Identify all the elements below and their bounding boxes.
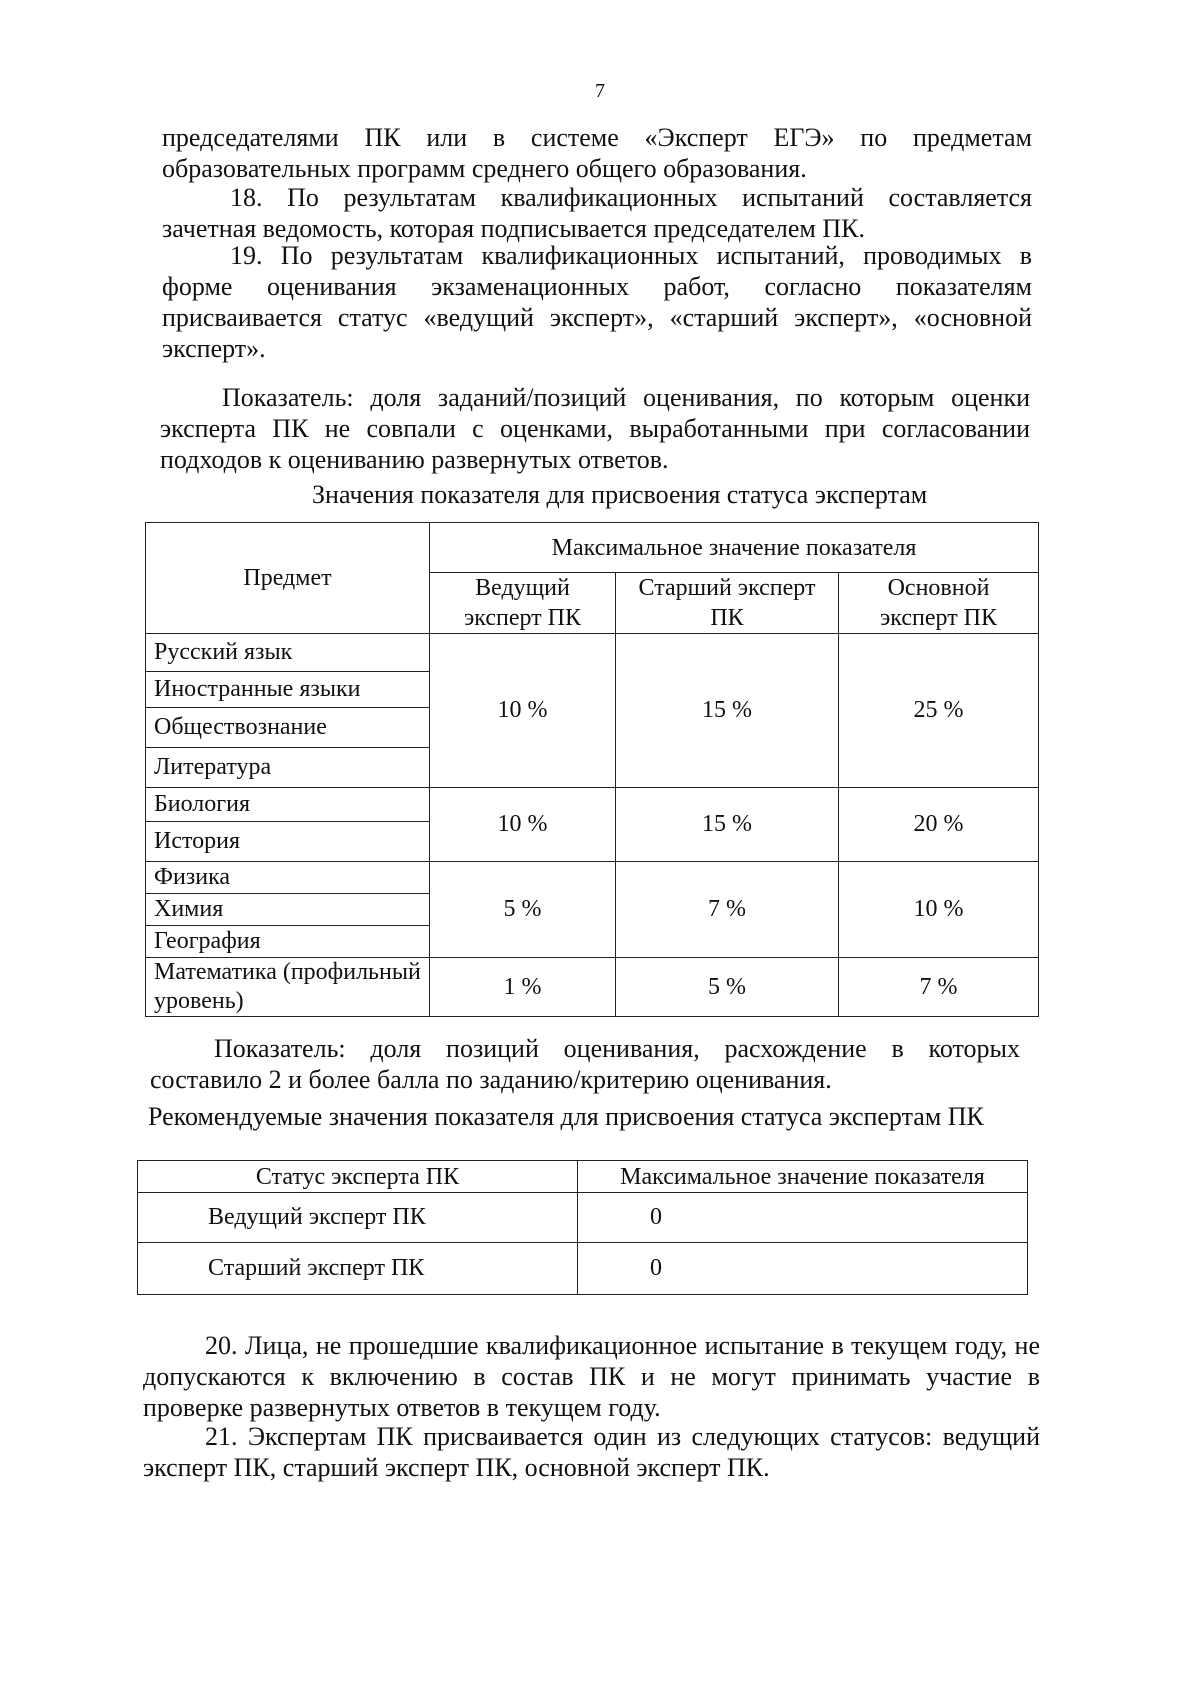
senior-value-cell: 7 % (616, 862, 839, 958)
table-header-row (146, 523, 1039, 573)
subject-cell: Математика (профильный уровень) (146, 958, 430, 1017)
status-cell: Старший эксперт ПК (138, 1243, 578, 1295)
status-thresholds-table (145, 522, 1039, 1017)
indicator-2-text: Показатель: доля позиций оценивания, расхождение в которых составило 2 и более балла по заданию/критерию оценивания. (150, 1034, 1020, 1094)
subject-cell: Литература (146, 748, 430, 788)
main-value-cell: 20 % (839, 788, 1039, 862)
page-number: 7 (595, 80, 605, 102)
table-row (146, 634, 1039, 672)
status-header: Статус эксперта ПК (138, 1161, 578, 1193)
table-row (138, 1243, 1028, 1295)
table-header-row (138, 1161, 1028, 1193)
senior-value-cell: 15 % (616, 788, 839, 862)
subject-cell: Русский язык (146, 634, 430, 672)
subject-cell: История (146, 822, 430, 862)
lead-value-cell: 10 % (430, 634, 616, 788)
table-2-caption: Рекомендуемые значения показателя для присвоения статуса экспертам ПК (148, 1102, 984, 1131)
lead-value-cell: 5 % (430, 862, 616, 958)
lead-expert-header: Ведущий эксперт ПК (430, 573, 616, 634)
main-expert-header: Основной эксперт ПК (839, 573, 1039, 634)
deviation-table (137, 1160, 1028, 1295)
senior-value-cell: 15 % (616, 634, 839, 788)
paragraph-item-20: 20. Лица, не прошедшие квалификационное испытание в текущем году, не допускаются к включению в состав ПК и не могут принимать участие в проверке развернутых ответов в текущем году. (143, 1331, 1040, 1422)
table-row (146, 958, 1039, 1017)
lead-value-cell: 10 % (430, 788, 616, 862)
main-value-cell: 25 % (839, 634, 1039, 788)
paragraph-item-21: 21. Экспертам ПК присваивается один из следующих статусов: ведущий эксперт ПК, старший эксперт ПК, основной эксперт ПК. (143, 1422, 1040, 1482)
subject-cell: Обществознание (146, 708, 430, 748)
table-row (146, 862, 1039, 894)
indicator-1-text: Показатель: доля заданий/позиций оценивания, по которым оценки эксперта ПК не совпали с оценками, выработанными при согласовании подходов к оцениванию развернутых ответов. (160, 383, 1030, 474)
paragraph-item-19: 19. По результатам квалификационных испытаний, проводимых в форме оценивания экзаменационных работ, согласно показателям присваивается статус «ведущий эксперт», «старший эксперт», «основной эксперт». (162, 241, 1032, 363)
value-cell: 0 (578, 1193, 1028, 1243)
subject-cell: Химия (146, 894, 430, 926)
subject-cell: Иностранные языки (146, 672, 430, 708)
paragraph-item-18: 18. По результатам квалификационных испытаний составляется зачетная ведомость, которая подписывается председателем ПК. (162, 183, 1032, 243)
main-value-cell: 7 % (839, 958, 1039, 1017)
paragraph-continuation: председателями ПК или в системе «Эксперт ЕГЭ» по предметам образовательных программ среднего общего образования. (162, 123, 1032, 183)
max-value-header: Максимальное значение показателя (430, 523, 1039, 573)
value-cell: 0 (578, 1243, 1028, 1295)
senior-expert-header: Старший эксперт ПК (616, 573, 839, 634)
max-value-header: Максимальное значение показателя (578, 1161, 1028, 1193)
subject-cell: География (146, 926, 430, 958)
table-1-caption: Значения показателя для присвоения статуса экспертам (312, 480, 928, 509)
subject-header: Предмет (146, 523, 430, 634)
senior-value-cell: 5 % (616, 958, 839, 1017)
table-row (146, 788, 1039, 822)
subject-cell: Биология (146, 788, 430, 822)
lead-value-cell: 1 % (430, 958, 616, 1017)
subject-cell: Физика (146, 862, 430, 894)
main-value-cell: 10 % (839, 862, 1039, 958)
table-row (138, 1193, 1028, 1243)
status-cell: Ведущий эксперт ПК (138, 1193, 578, 1243)
